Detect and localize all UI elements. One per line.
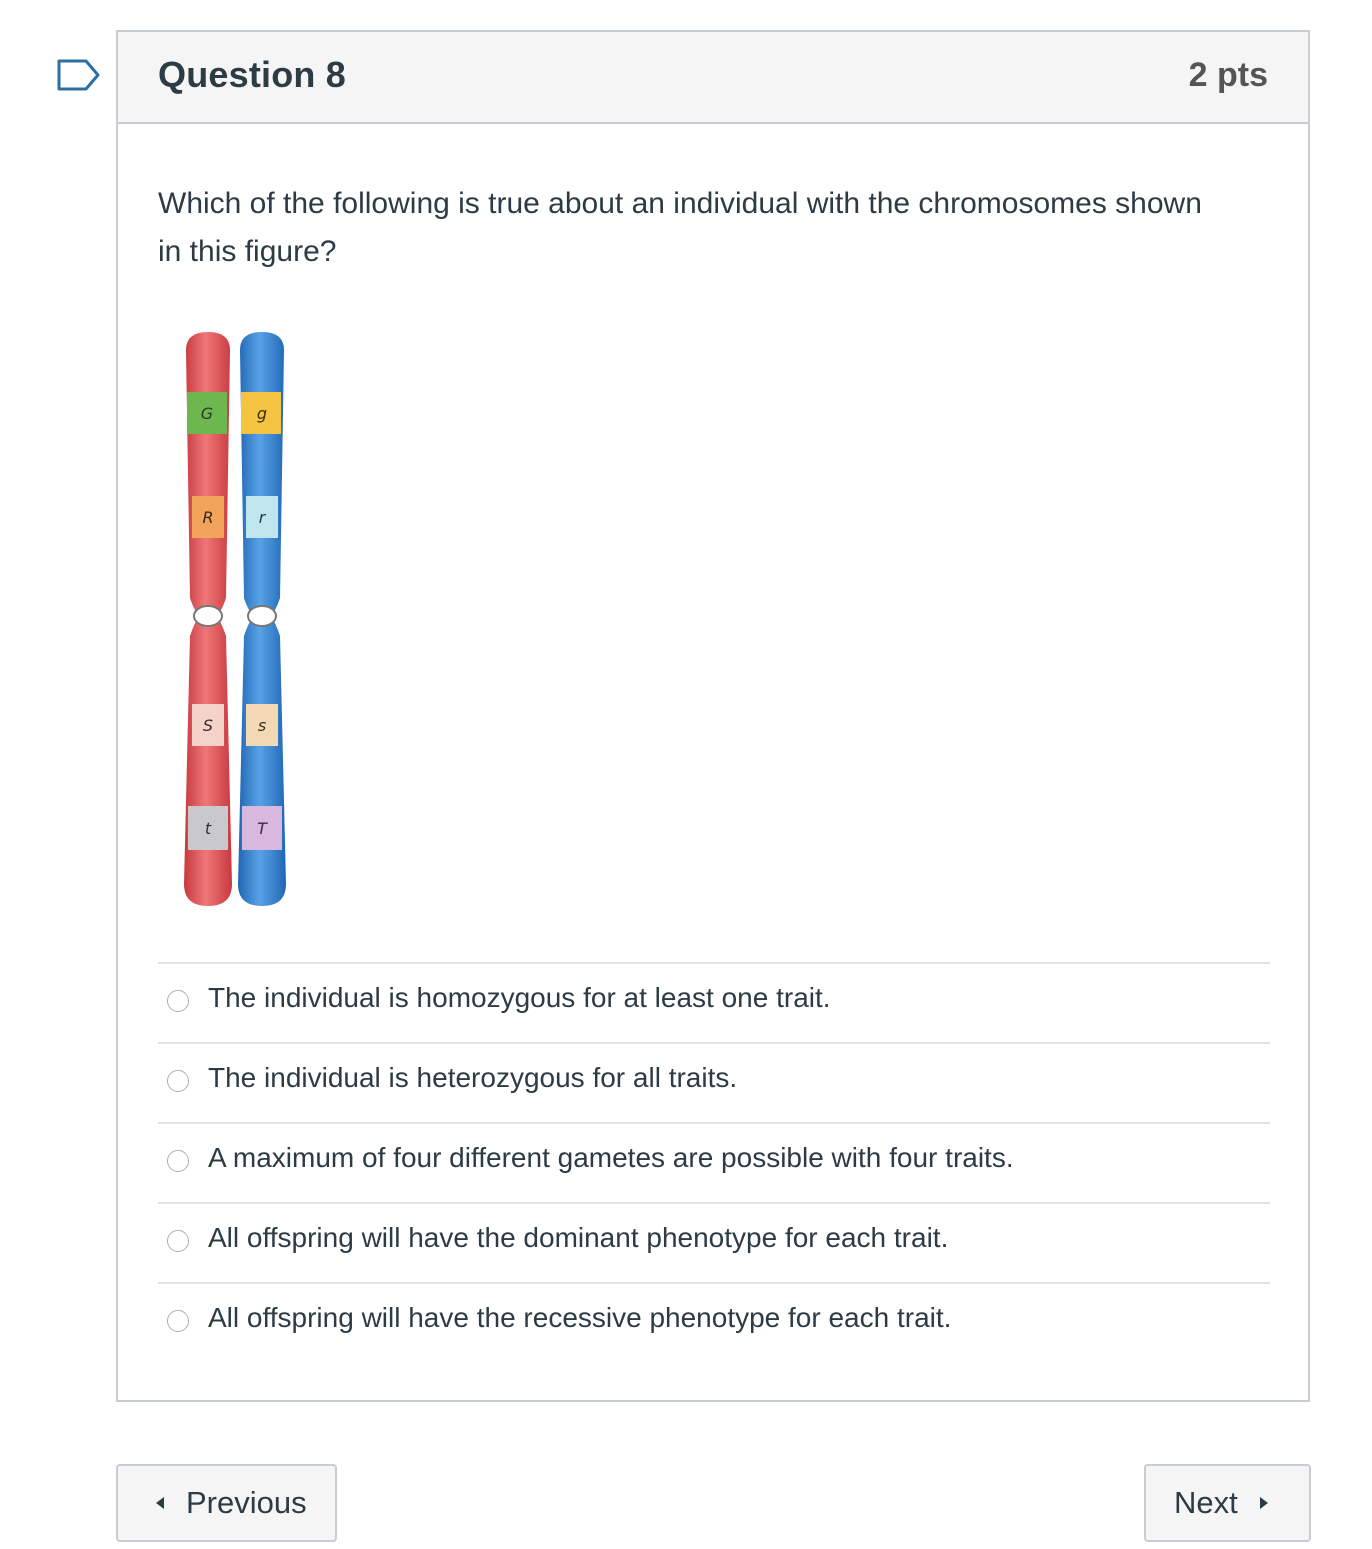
question-text: Which of the following is true about an individual with the chromosomes shown in this figure?: [158, 187, 1202, 268]
answer-option[interactable]: [158, 962, 1270, 1042]
answer-label[interactable]: All offspring will have the recessive phenotype for each trait.: [208, 1302, 952, 1333]
caret-right-icon: [1260, 1497, 1268, 1509]
gene-label-s: s: [257, 716, 267, 735]
previous-label: Previous: [186, 1485, 307, 1520]
chromosome-left: [184, 332, 232, 906]
answer-label[interactable]: A maximum of four different gametes are possible with four traits.: [208, 1142, 1014, 1173]
centromere-right: [248, 606, 276, 626]
answer-list: [158, 962, 1270, 1362]
gene-label-R: R: [202, 508, 214, 527]
radio-button[interactable]: [167, 1230, 189, 1252]
radio-button[interactable]: [167, 1310, 189, 1332]
radio-button[interactable]: [167, 990, 189, 1012]
previous-button[interactable]: [116, 1464, 337, 1542]
radio-button[interactable]: [167, 1150, 189, 1172]
gene-label-G: G: [200, 404, 214, 423]
next-label: Next: [1174, 1485, 1238, 1520]
answer-label[interactable]: The individual is homozygous for at least one trait.: [208, 982, 831, 1013]
flag-question-icon[interactable]: [56, 58, 102, 92]
answer-option[interactable]: [158, 1122, 1270, 1202]
question-points: 2 pts: [1188, 56, 1268, 94]
question-card: [116, 30, 1310, 1402]
question-title: Question 8: [158, 54, 347, 95]
chromosome-figure: [178, 328, 298, 912]
next-button[interactable]: [1144, 1464, 1311, 1542]
radio-button[interactable]: [167, 1070, 189, 1092]
gene-label-T: T: [257, 819, 267, 838]
answer-label[interactable]: All offspring will have the dominant phenotype for each trait.: [208, 1222, 949, 1253]
answer-option[interactable]: [158, 1202, 1270, 1282]
gene-label-t: t: [204, 819, 212, 838]
gene-label-g: g: [256, 404, 268, 423]
answer-option[interactable]: [158, 1042, 1270, 1122]
caret-left-icon: [156, 1497, 164, 1509]
question-header: [118, 32, 1308, 124]
answer-label[interactable]: The individual is heterozygous for all traits.: [208, 1062, 738, 1093]
gene-label-r: r: [258, 508, 266, 527]
answer-option[interactable]: [158, 1282, 1270, 1362]
chromosome-right: [238, 332, 286, 906]
gene-label-S: S: [202, 716, 214, 735]
centromere-left: [194, 606, 222, 626]
